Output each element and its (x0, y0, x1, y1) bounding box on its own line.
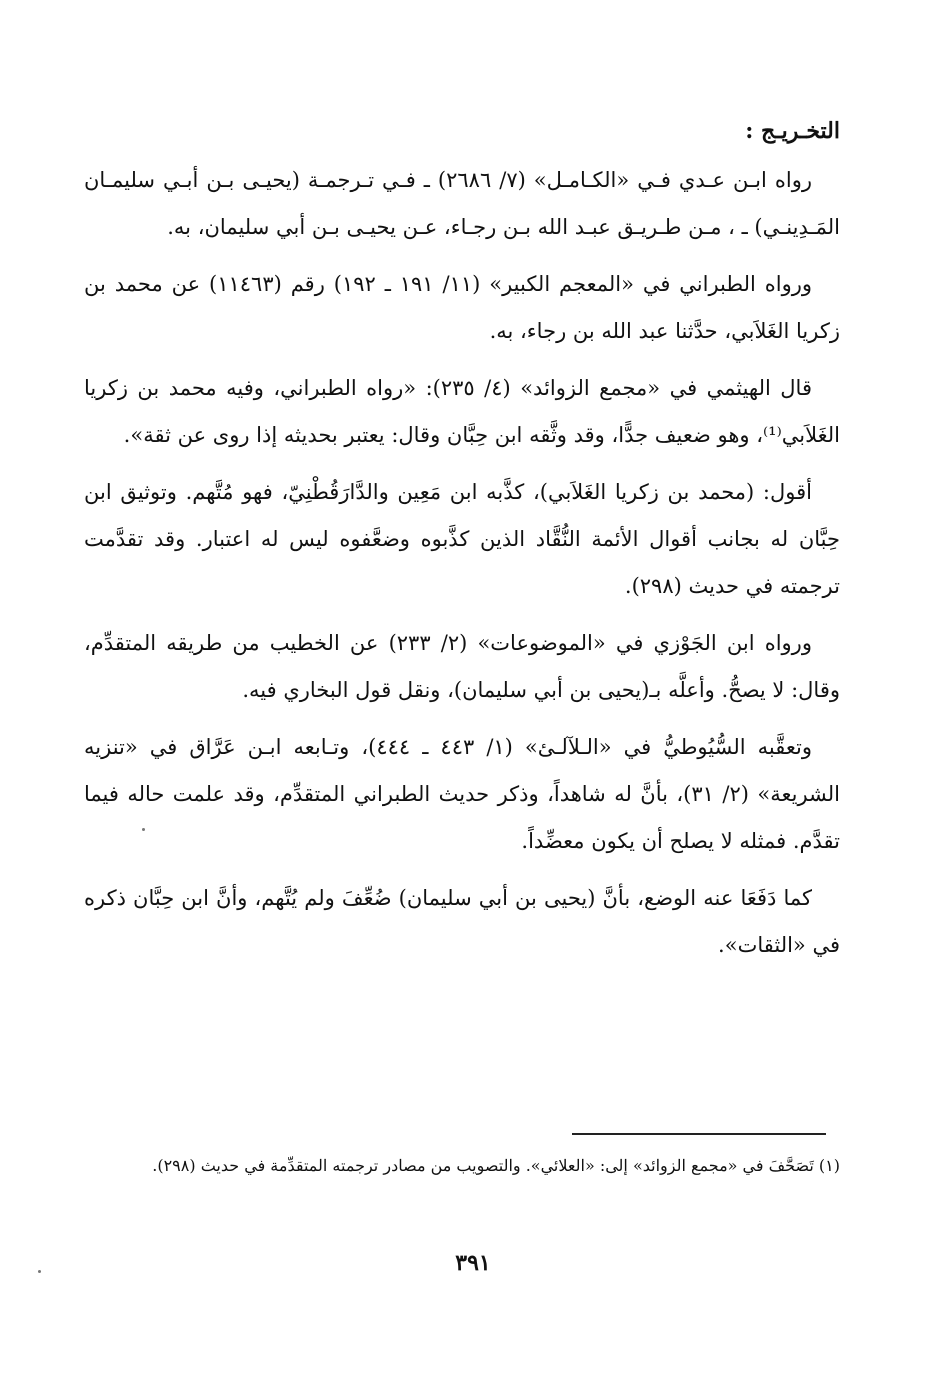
paragraph-tabarani: ورواه الطبراني في «المعجم الكبير» (١١/ ١٩١ ـ ١٩٢) رقم (١١٤٦٣) عن محمد بن زكريا الغَلاَبي، حدَّثنا عبد الله بن رجاء، به. (84, 272, 840, 343)
section-heading: التخـريـج : (745, 118, 840, 144)
page-number: ٣٩١ (455, 1250, 491, 1276)
footnote: (١) تَصَحَّفَ في «مجمع الزوائد» إلى: «العلائي». والتصويب من مصادر ترجمته المتقدِّمة في حديث (٢٩٨). (152, 1156, 840, 1175)
paragraph-suyuti: وتعقَّبه السُّيُوطيُّ في «الـلآلـئ» (١/ ٤٤٣ ـ ٤٤٤)، وتـابعه ابـن عَرَّاق في «تنزيه الشريعة» (٢/ ٣١)، بأنَّ له شاهداً، وذكر حديث الطبراني المتقدِّم، وقد علمت حاله فيما تقدَّم. فمثله لا يصلح أن يكون معضِّداً. (84, 735, 840, 853)
main-text (84, 108, 840, 979)
scan-speck (38, 1270, 41, 1273)
paragraph-ibn-jawzi: ورواه ابن الجَوْزي في «الموضوعات» (٢/ ٢٣٣) عن الخطيب من طريقه المتقدِّم، وقال: لا يصحُّ. وأعلَّه بـ(يحيى بن أبي سليمان)، ونقل قول البخاري فيه. (84, 631, 840, 702)
paragraph-ibn-adi: رواه ابـن عـدي فـي «الكـامـل» (٧/ ٢٦٨٦) ـ فـي تـرجمـة (يحيـى بـن أبـي سليمـان المَـدِينـي) ـ ، مـن طـريـق عبـد الله بـن رجـاء، عـن يحيـى بـن أبي سليمان، به. (84, 168, 840, 239)
footnote-divider (572, 1133, 826, 1135)
paragraph-conclusion: كما دَفَعَا عنه الوضع، بأنَّ (يحيى بن أبي سليمان) ضُعِّفَ ولم يُتَّهم، وأنَّ ابن حِبَّان ذكره في «الثقات». (84, 886, 840, 957)
scan-speck (142, 828, 145, 831)
paragraph-author-comment: أقول: (محمد بن زكريا الغَلاَبي)، كذَّبه ابن مَعِين والدَّارَقُطْنِيّ، فهو مُتَّهم. وتوثيق ابن حِبَّان له بجانب أقوال الأئمة النُّقَّاد الذين كذَّبوه وضعَّفوه ليس له اعتبار. وقد تقدَّمت ترجمته في حديث (٢٩٨). (84, 480, 840, 598)
paragraph-haythami: قال الهيثمي في «مجمع الزوائد» (٤/ ٢٣٥): «رواه الطبراني، وفيه محمد بن زكريا الغَلاَبي⁽¹⁾، وهو ضعيف جدًّا، وقد وثَّقه ابن حِبَّان وقال: يعتبر بحديثه إذا روى عن ثقة». (84, 376, 840, 447)
